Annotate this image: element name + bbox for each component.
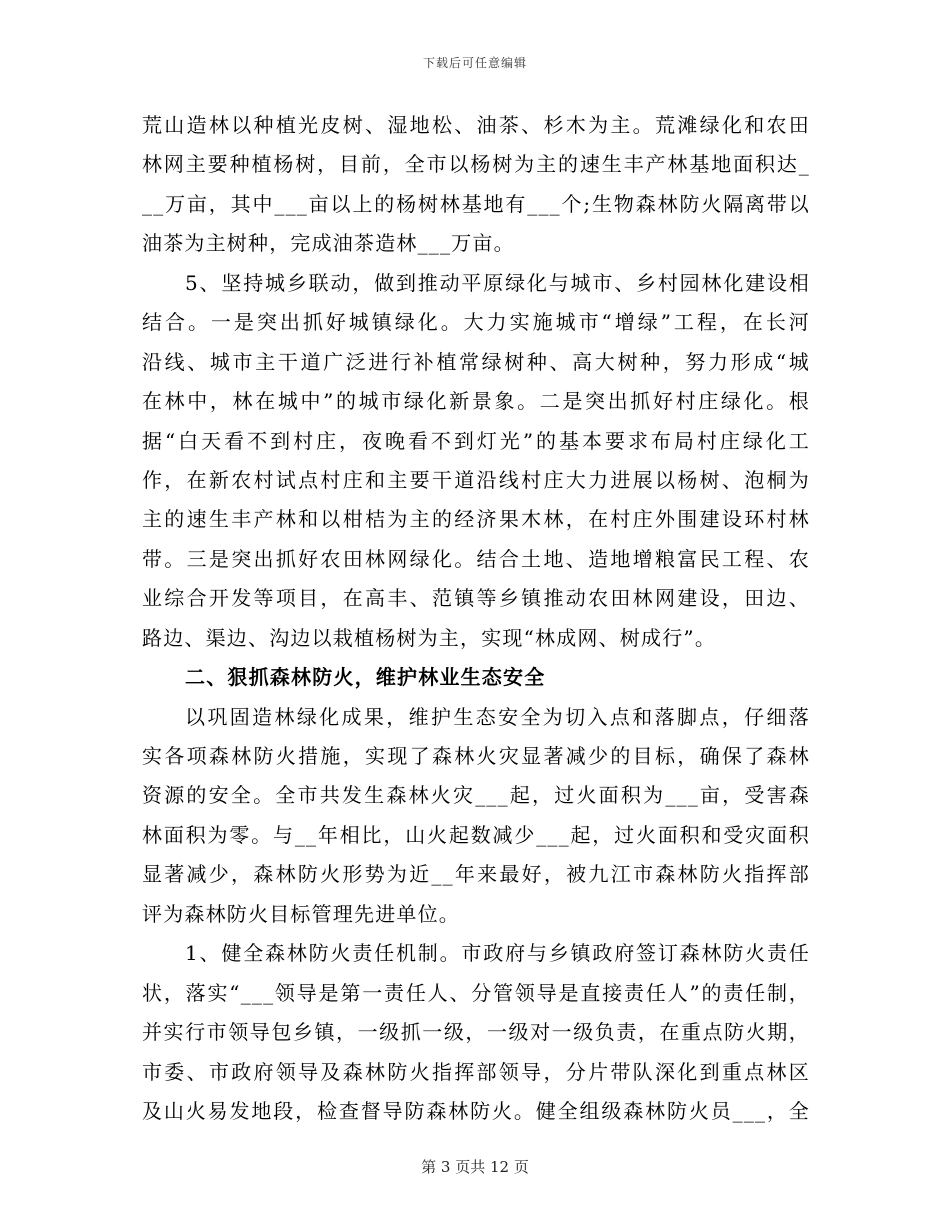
document-body [142, 106, 810, 1131]
paragraph-line: __万亩，其中___亩以上的杨树林基地有___个;生物森林防火隔离带以 [142, 191, 810, 216]
paragraph-line: 主的速生丰产林和以柑桔为主的经济果木林，在村庄外围建设环村林 [142, 507, 810, 532]
paragraph-line: 显著减少，森林防火形势为近__年来最好，被九江市森林防火指挥部 [142, 862, 810, 887]
paragraph-line: 评为森林防火目标管理先进单位。 [142, 901, 460, 926]
paragraph-line: 市委、市政府领导及森林防火指挥部领导，分片带队深化到重点林区 [142, 1059, 810, 1084]
paragraph-line: 状，落实“___领导是第一责任人、分管领导是直接责任人”的责任制， [142, 980, 810, 1005]
paragraph-line: 林网主要种植杨树，目前，全市以杨树为主的速生丰产林基地面积达_ [142, 152, 810, 177]
section-heading: 二、狠抓森林防火，维护林业生态安全 [185, 665, 546, 690]
paragraph-line: 业综合开发等项目，在高丰、范镇等乡镇推动农田林网建设，田边、 [142, 586, 810, 611]
paragraph-line: 1、健全森林防火责任机制。市政府与乡镇政府签订森林防火责任 [185, 941, 810, 966]
paragraph-line: 据“白天看不到村庄，夜晚看不到灯光”的基本要求布局村庄绿化工 [142, 428, 810, 453]
paragraph-line: 资源的安全。全市共发生森林火灾___起，过火面积为___亩，受害森 [142, 783, 810, 808]
paragraph-line: 及山火易发地段，检查督导防森林防火。健全组级森林防火员___，全 [142, 1098, 810, 1123]
paragraph-line: 结合。一是突出抓好城镇绿化。大力实施城市“增绿”工程，在长河 [142, 310, 810, 335]
paragraph-line: 作，在新农村试点村庄和主要干道沿线村庄大力进展以杨树、泡桐为 [142, 467, 810, 492]
paragraph-line: 荒山造林以种植光皮树、湿地松、油茶、杉木为主。荒滩绿化和农田 [142, 113, 810, 137]
paragraph-line: 5、坚持城乡联动，做到推动平原绿化与城市、乡村园林化建设相 [185, 270, 810, 295]
paragraph-line: 带。三是突出抓好农田林网绿化。结合土地、造地增粮富民工程、农 [142, 546, 810, 571]
paragraph-line: 路边、渠边、沟边以栽植杨树为主，实现“林成网、树成行”。 [142, 625, 717, 650]
paragraph-line: 并实行市领导包乡镇，一级抓一级，一级对一级负责，在重点防火期， [142, 1020, 810, 1045]
page-header-note: 下载后可任意编辑 [422, 56, 527, 70]
paragraph-line: 实各项森林防火措施，实现了森林火灾显著减少的目标，确保了森林 [142, 744, 810, 768]
page-number-footer: 第 3 页共 12 页 [421, 1158, 529, 1176]
paragraph-line: 林面积为零。与__年相比，山火起数减少___起，过火面积和受灾面积 [142, 822, 810, 847]
paragraph-line: 以巩固造林绿化成果，维护生态安全为切入点和落脚点，仔细落 [185, 704, 810, 729]
paragraph-line: 沿线、城市主干道广泛进行补植常绿树种、高大树种，努力形成“城 [142, 349, 810, 374]
paragraph-line: 在林中，林在城中”的城市绿化新景象。二是突出抓好村庄绿化。根 [142, 389, 810, 414]
paragraph-line: 油茶为主树种，完成油茶造林___万亩。 [142, 231, 515, 256]
